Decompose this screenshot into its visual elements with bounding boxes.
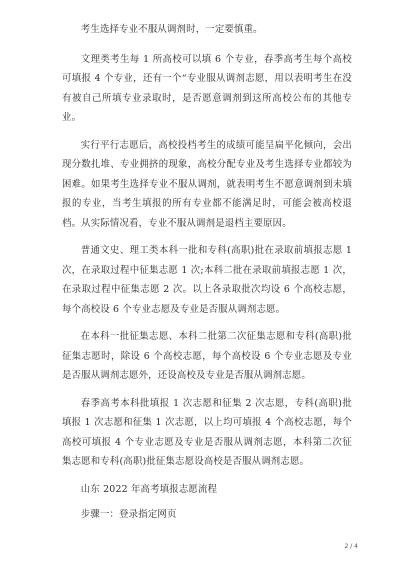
step-one-text: 步骤一：登录指定网页 xyxy=(80,509,177,520)
page-number: 2 / 4 xyxy=(344,543,358,550)
document-body xyxy=(62,20,352,533)
paragraph-5: 在本科一批征集志愿、本科二批第二次征集志愿和专科(高职)批征集志愿时，除设 6 个高校志愿，每个高校设 6 个专业志愿及专业是否服从调剂志愿外，还设高校及专业是否服从调剂志愿。 xyxy=(62,331,352,381)
section-heading: 山东 2022 年高考填报志愿流程 xyxy=(80,483,218,495)
paragraph-3: 实行平行志愿后，高校投档考生的成绩可能呈扁平化倾向，会出现分数扎堆、专业拥挤的现象，高校分配专业及考生选择专业都较为困难。如果考生选择专业不服从调剂，就表明考生不愿意调剂到未填报的专业，当考生填报的所有专业都不能满足时，可能会被高校退档。从实际情况看，专业不服从调剂是退档主要原因。 xyxy=(62,139,352,229)
paragraph-2: 文理类考生每 1 所高校可以填 6 个专业，春季高考生每个高校可填报 4 个专业，还有一个“专业服从调剂志愿，用以表明考生在没有被自己所填专业录取时，是否愿意调剂到这所高校公布的其他专业。 xyxy=(62,53,352,123)
paragraph-6: 春季高考本科批填报 1 次志愿和征集 2 次志愿，专科(高职)批填报 1 次志愿和征集 1 次志愿，以上均可填报 4 个高校志愿，每个高校可填报 4 个专业志愿及专业是否服从调剂志愿，本科第二次征集志愿和专科(高职)批征集志愿设高校是否服从调剂志愿。 xyxy=(62,397,352,467)
paragraph-1: 考生选择专业不服从调剂时，一定要慎重。 xyxy=(80,24,263,35)
paragraph-4: 普通文史、理工类本科一批和专科(高职)批在录取前填报志愿 1 次，在录取过程中征集志愿 1 次;本科二批在录取前填报志愿 1 次，在录取过程中征集志愿 2 次。以上各录取批次均设 6 个高校志愿，每个高校设 6 个专业志愿及专业是否服从调剂志愿。 xyxy=(62,245,352,315)
